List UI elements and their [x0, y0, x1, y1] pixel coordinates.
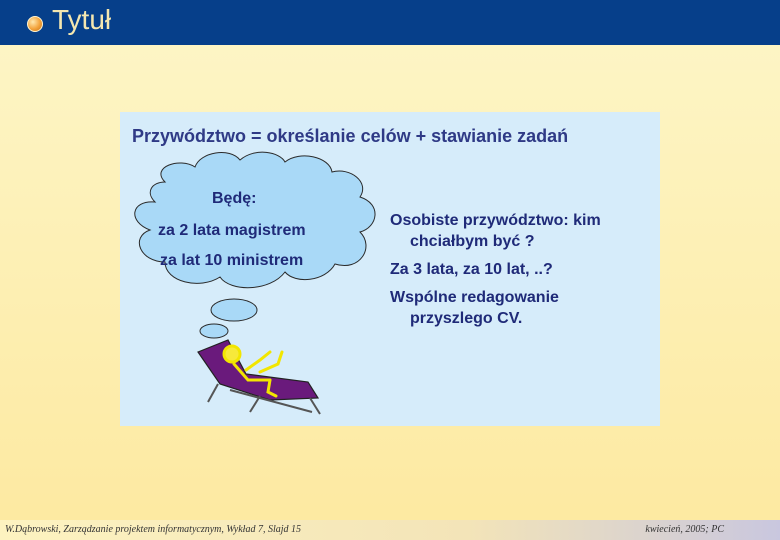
bullet-item [390, 210, 652, 252]
content-panel [120, 112, 660, 426]
slide-footer [0, 520, 780, 540]
panel-heading: Przywództwo = określanie celów + stawianie zadań [132, 126, 569, 146]
cloud-text-line1: Będę: [212, 190, 257, 207]
cloud-text-line3: za lat 10 ministrem [160, 252, 304, 269]
title-bar [0, 0, 780, 45]
deck-chair-icon [198, 340, 320, 414]
bullet-text: Wspólne redagowanie [390, 289, 559, 306]
footer-date: kwiecień, 2005; PC [645, 524, 724, 535]
bullet-text: Osobiste przywództwo: kim [390, 212, 601, 229]
bullet-dot-icon [27, 16, 43, 32]
bullet-text-continuation: chciałbym być ? [410, 233, 535, 250]
bullet-text: Za 3 lata, za 10 lat, ..? [390, 261, 553, 278]
bullet-item [390, 259, 652, 280]
bullet-text-continuation: przyszlego CV. [410, 310, 523, 327]
footer-source: W.Dąbrowski, Zarządzanie projektem informatycznym, Wykład 7, Slajd 15 [5, 524, 302, 535]
thought-cloud-icon [135, 152, 375, 338]
bullet-list [390, 210, 652, 336]
cloud-text-line2: za 2 lata magistrem [158, 222, 306, 239]
slide-title: Tytuł [52, 4, 112, 35]
bullet-item [390, 287, 652, 329]
